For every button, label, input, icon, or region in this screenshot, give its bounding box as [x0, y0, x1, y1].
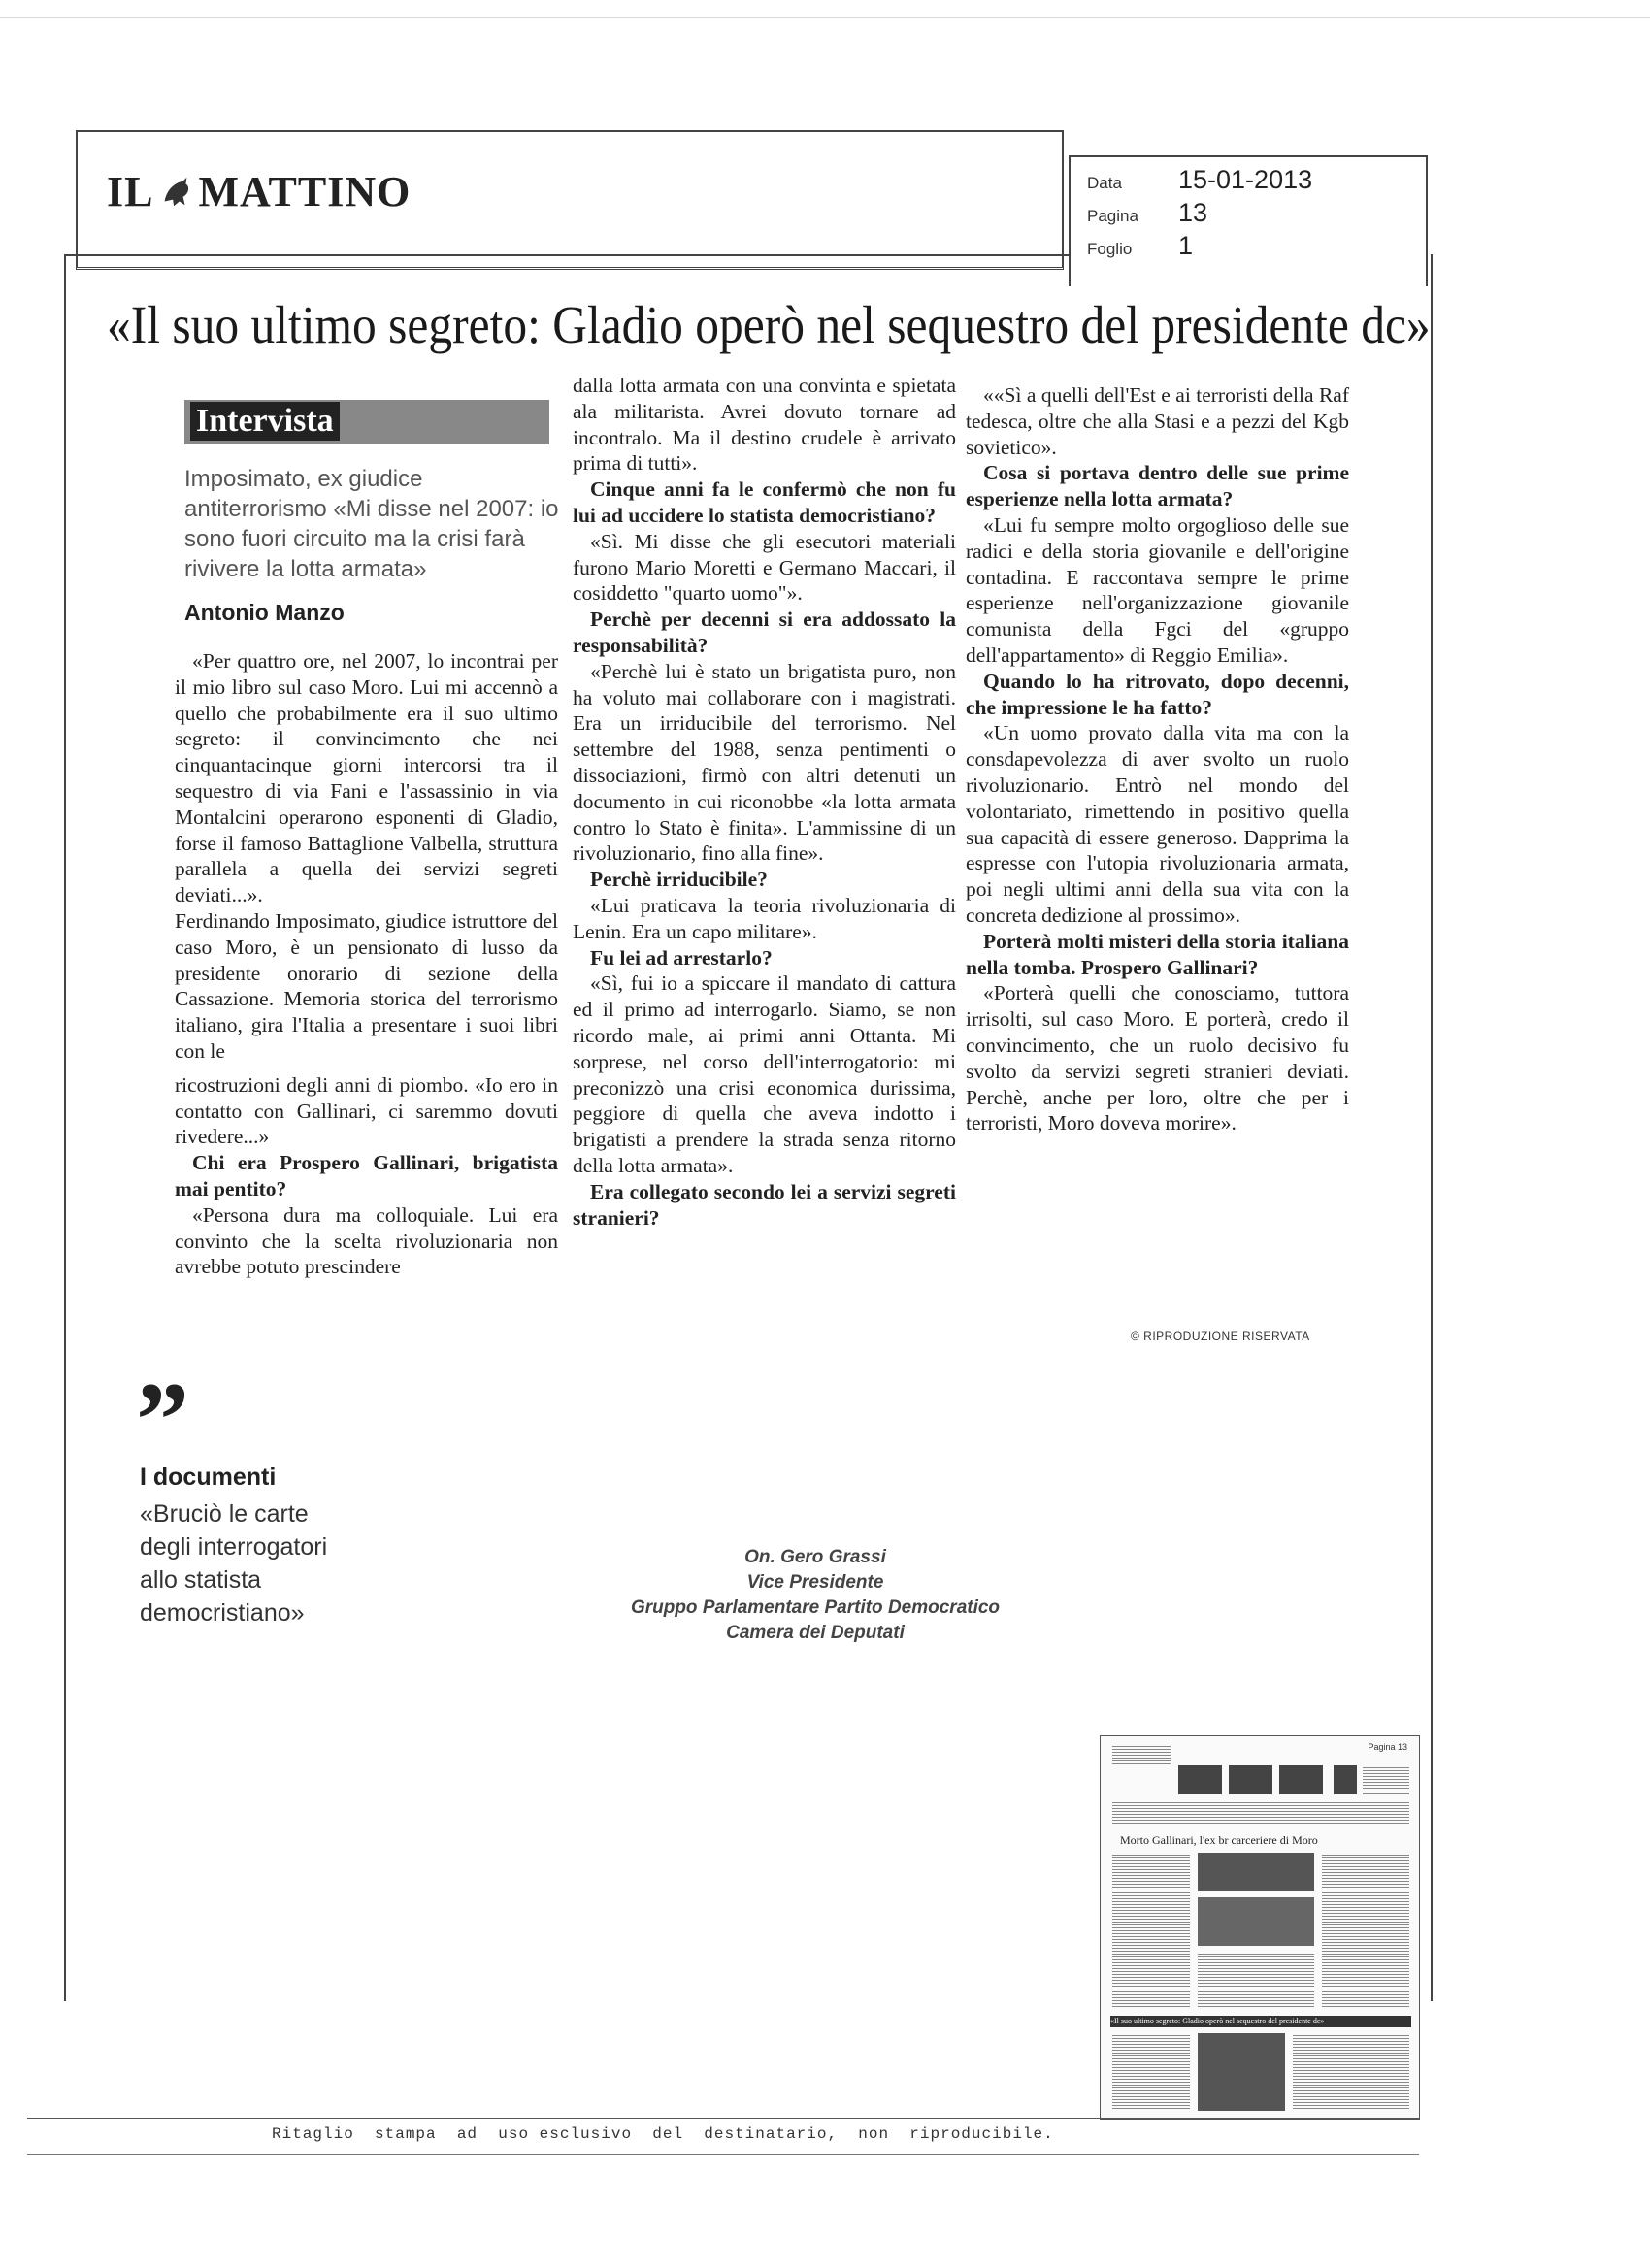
rubric-label: Intervista — [190, 402, 340, 441]
article-column-1 — [175, 648, 558, 1280]
thumbnail-photo — [1279, 1765, 1323, 1794]
paragraph: Ferdinando Imposimato, giudice istruttore del caso Moro, è un pensionato di lusso da presidente onorario di sezione della Cassazione. Memoria storica del terrorismo italiano, gira l'Italia a presentare i suoi libri con le — [175, 908, 558, 1063]
meta-label: Data — [1087, 174, 1122, 192]
thumbnail-text-block — [1112, 1800, 1409, 1824]
paragraph: «Sì. Mi disse che gli esecutori materiali furono Mario Moretti e Germano Maccari, il cosiddetto "quarto uomo"». — [573, 529, 956, 606]
paragraph: «Lui praticava la teoria rivoluzionaria di Lenin. Era un capo militare». — [573, 893, 956, 943]
thumbnail-photo — [1334, 1765, 1357, 1794]
paragraph: dalla lotta armata con una convinta e spietata ala militarista. Avrei dovuto tornare ad incontralo. Ma il destino crudele è arrivato prima di tutti». — [573, 374, 956, 476]
thumbnail-text-block — [1112, 2033, 1190, 2111]
signature-line: Gruppo Parlamentare Partito Democratico — [630, 1597, 1001, 1618]
article-headline: «Il suo ultimo segreto: Gladio operò nel sequestro del presidente dc» — [107, 295, 1431, 354]
thumbnail-text-block — [1363, 1765, 1409, 1794]
interview-question: Perchè irriducibile? — [590, 868, 768, 892]
author-byline: Antonio Manzo — [184, 600, 345, 625]
thumbnail-photo — [1178, 1765, 1222, 1794]
thumbnail-photo — [1198, 2033, 1285, 2111]
thumbnail-band: «Il suo ultimo segreto: Gladio operò nel sequestro del presidente dc» — [1110, 2016, 1411, 2027]
thumbnail-text-block — [1198, 1952, 1314, 2008]
meta-row-page — [1087, 198, 1207, 228]
meta-label: Pagina — [1087, 207, 1138, 225]
scan-top-edge — [0, 0, 1650, 18]
interview-question: Cosa si portava dentro delle sue prime esperienze nella lotta armata? — [966, 461, 1349, 511]
interview-question: Era collegato secondo lei a servizi segreti stranieri? — [573, 1179, 956, 1230]
clipping-frame-top — [64, 254, 1069, 256]
page-thumbnail — [1100, 1735, 1420, 2120]
thumbnail-photo — [1198, 1853, 1314, 1891]
meta-value: 15-01-2013 — [1178, 165, 1313, 194]
thumbnail-photo — [1198, 1897, 1314, 1946]
thumbnail-text-block — [1322, 1853, 1409, 2008]
logo-left-text: IL — [107, 168, 154, 215]
quote-mark-icon: ” — [136, 1361, 189, 1479]
meta-value: 1 — [1178, 231, 1194, 260]
copyright-notice: © RIPRODUZIONE RISERVATA — [1131, 1330, 1310, 1343]
footer-rule — [27, 2118, 1419, 2119]
meta-value: 13 — [1178, 198, 1208, 227]
paragraph: «Un uomo provato dalla vita ma con la consdapevolezza di aver svolto un ruolo rivoluzionario. Entrò nel mondo del volontariato, rimettendo in positivo quella sua capacità di essere generoso. Dapprima la espresse con l'utopia rivoluzionaria armata, poi negli ultimi anni della sua vita con la concreta dedizione al prossimo». — [966, 721, 1349, 927]
newspaper-logo — [107, 167, 411, 216]
thumbnail-text-block — [1112, 1744, 1171, 1765]
pullquote-text: «Bruciò le carte degli interrogatori allo statista democristiano» — [140, 1500, 328, 1627]
paragraph: «Lui fu sempre molto orgoglioso delle sue radici e della storia giovanile e dell'origine contadina. E raccontava sempre le prime esperienze nell'organizzazione giovanile comunista della Fgci del «gruppo dell'appartamento» di Reggio Emilia». — [966, 512, 1349, 667]
signature-line: On. Gero Grassi — [744, 1547, 886, 1567]
paragraph: «Sì, fui io a spiccare il mandato di cattura ed il primo ad interrogarlo. Siamo, se non ricordo male, ai primi anni Ottanta. Mi sorprese, nel corso dell'interrogatorio: mi preconizzò una crisi economica durissima, peggiore di quella che aveva indotto i brigatisti a prendere la strada senza ritorno della lotta armata». — [573, 971, 956, 1177]
article-summary: Imposimato, ex giudice antiterrorismo «Mi disse nel 2007: io sono fuori circuito ma la crisi farà rivivere la lotta armata» — [184, 466, 559, 582]
thumbnail-text-block — [1112, 1853, 1190, 2008]
interview-question: Cinque anni fa le confermò che non fu lui ad uccidere lo statista democristiano? — [573, 477, 956, 527]
article-column-2 — [573, 373, 956, 1231]
meta-label: Foglio — [1087, 240, 1133, 258]
interview-question: Porterà molti misteri della storia italiana nella tomba. Prospero Gallinari? — [966, 929, 1349, 979]
paragraph: «Persona dura ma colloquiale. Lui era convinto che la scelta rivoluzionaria non avrebbe potuto prescindere — [175, 1202, 558, 1279]
logo-right-text: MATTINO — [198, 168, 412, 215]
article-column-3 — [966, 382, 1349, 1136]
thumbnail-headline: Morto Gallinari, l'ex br carceriere di Moro — [1120, 1833, 1318, 1847]
interview-question: Chi era Prospero Gallinari, brigatista mai pentito? — [175, 1151, 558, 1200]
interview-question: Fu lei ad arrestarlo? — [590, 945, 773, 970]
footer-rule-bottom — [27, 2154, 1419, 2155]
interview-question: Quando lo ha ritrovato, dopo decenni, che impressione le ha fatto? — [966, 669, 1349, 719]
thumbnail-text-block — [1293, 2033, 1409, 2111]
paragraph: ricostruzioni degli anni di piombo. «Io ero in contatto con Gallinari, ci saremmo dovuti rivedere...» — [175, 1072, 558, 1149]
pullquote-title: I documenti — [140, 1463, 277, 1491]
signature-stamp — [544, 1545, 1087, 1646]
footer-disclaimer: Ritaglio stampa ad uso esclusivo del destinatario, non riproducibile. — [272, 2125, 1054, 2143]
paragraph: ««Sì a quelli dell'Est e ai terroristi della Raf tedesca, oltre che alla Stasi e a pezzi del Kgb sovietico». — [966, 383, 1349, 459]
thumbnail-photo — [1229, 1765, 1272, 1794]
meta-row-date — [1087, 165, 1312, 195]
signature-line: Camera dei Deputati — [726, 1623, 905, 1643]
signature-line: Vice Presidente — [746, 1572, 884, 1593]
paragraph: «Perchè lui è stato un brigatista puro, non ha voluto mai collaborare con i magistrati. Era un irriducibile del terrorismo. Nel settembre del 1988, senza pentimenti o dissociazioni, firmò con altri detenuti un documento in cui riconobbe «la lotta armata contro lo Stato è finita». L'ammissine di un rivoluzionario, fino alla fine». — [573, 659, 956, 866]
paragraph: «Per quattro ore, nel 2007, lo incontrai per il mio libro sul caso Moro. Lui mi accennò a quello che probabilmente era il suo ultimo segreto: il convincimento che nei cinquantacinque giorni intercorsi tra il sequestro di via Fani e l'assassinio in via Montalcini operarono esponenti di Gladio, forse il famoso Battaglione Valbella, struttura parallela a quella dei servizi segreti deviati...». — [175, 649, 558, 907]
section-rubric — [184, 400, 549, 444]
thumbnail-page: Pagina 13 — [1368, 1742, 1407, 1752]
cock-emblem-icon — [157, 174, 194, 211]
paragraph: «Porterà quelli che conosciamo, tuttora irrisolti, sul caso Moro. E porterà, credo il convincimento, che un ruolo decisivo fu svolto da servizi segreti stranieri deviati. Perchè, anche per loro, oltre che per i terroristi, Moro doveva morire». — [966, 981, 1349, 1135]
interview-question: Perchè per decenni si era addossato la responsabilità? — [573, 608, 956, 657]
